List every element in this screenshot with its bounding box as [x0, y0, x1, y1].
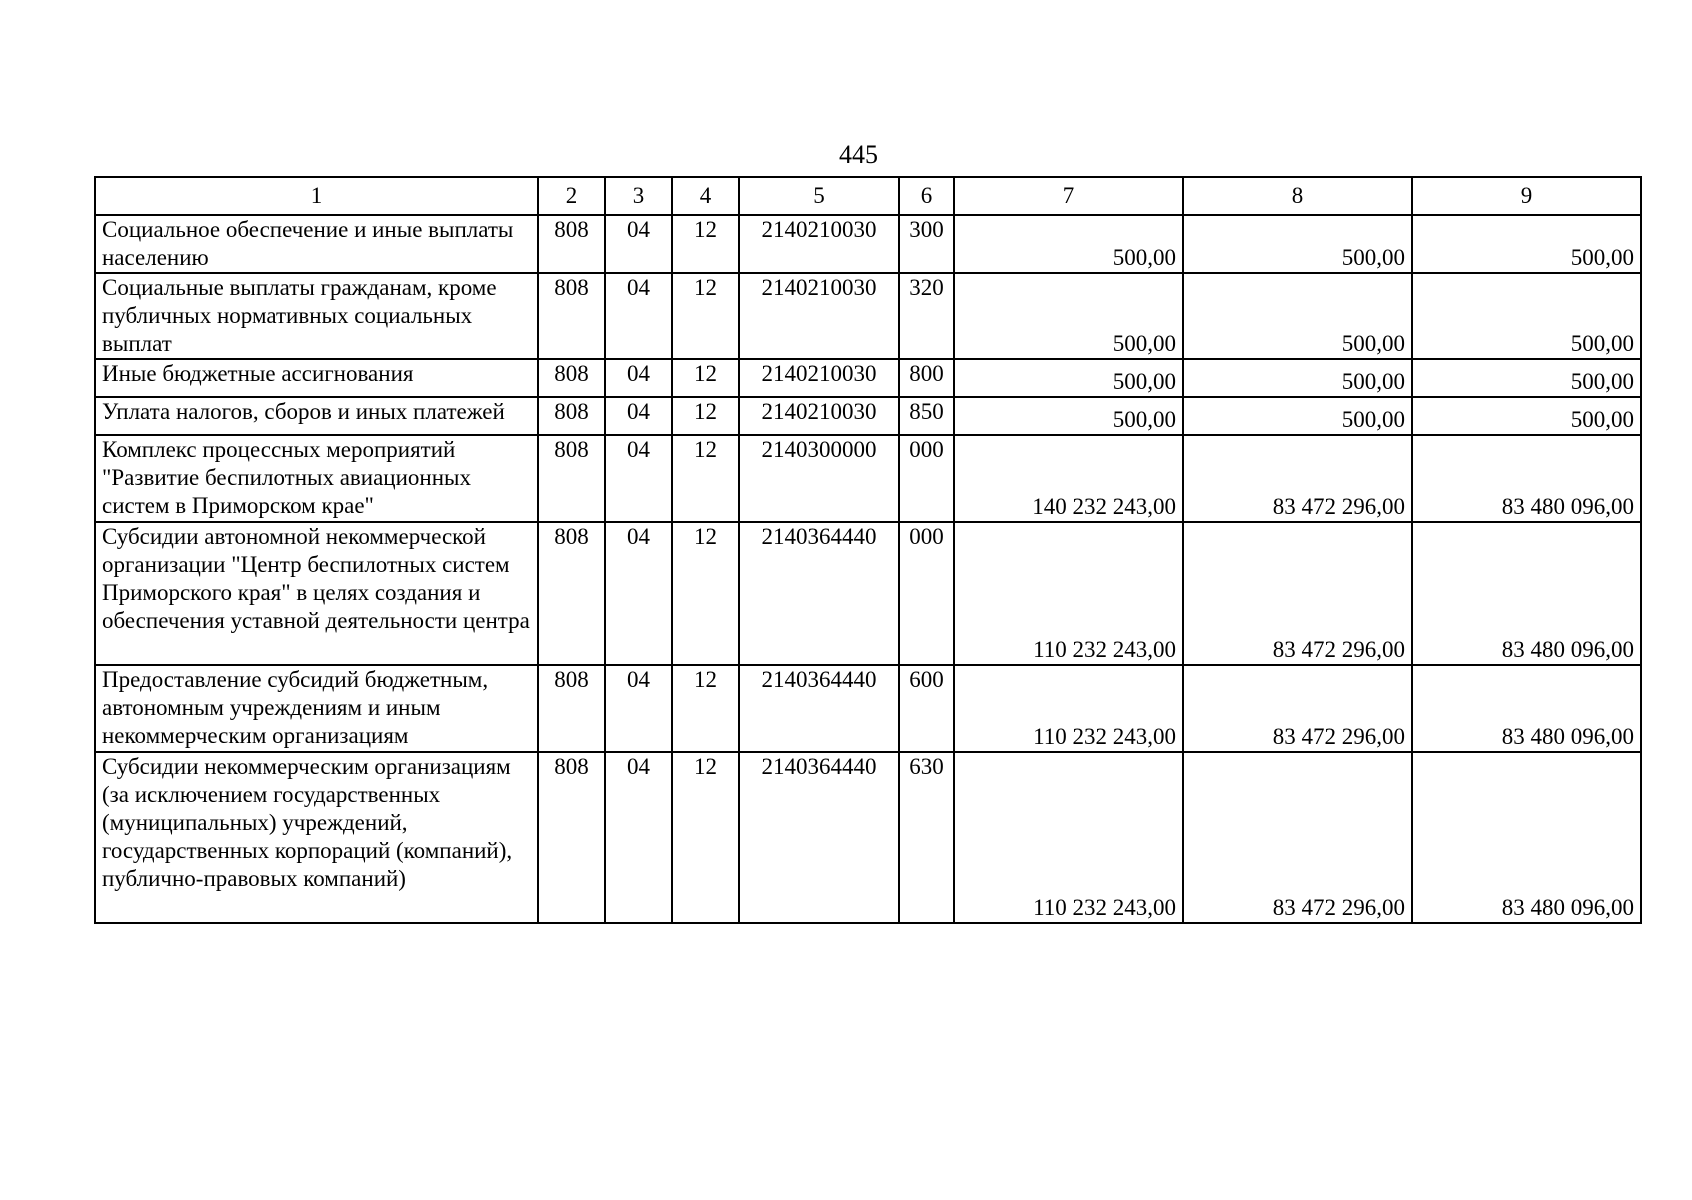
section-code-cell: 04 [605, 752, 672, 923]
subsection-code-cell: 12 [672, 522, 739, 665]
subsection-code-cell: 12 [672, 435, 739, 522]
expense-name-cell: Предоставление субсидий бюджетным, автономным учреждениям и иным некоммерческим организациям [95, 665, 538, 752]
amount-cell: 500,00 [1183, 273, 1412, 359]
table-row [95, 522, 1641, 665]
target-article-cell: 2140364440 [739, 752, 899, 923]
expense-type-cell: 300 [899, 215, 954, 273]
target-article-cell: 2140364440 [739, 665, 899, 752]
target-article-cell: 2140210030 [739, 397, 899, 435]
ministry-code-cell: 808 [538, 273, 605, 359]
amount-cell: 500,00 [954, 359, 1183, 397]
table-row [95, 665, 1641, 752]
target-article-cell: 2140364440 [739, 522, 899, 665]
expense-type-cell: 800 [899, 359, 954, 397]
amount-cell: 83 472 296,00 [1183, 665, 1412, 752]
section-code-cell: 04 [605, 359, 672, 397]
amount-cell: 500,00 [1183, 215, 1412, 273]
column-header: 3 [605, 177, 672, 215]
section-code-cell: 04 [605, 215, 672, 273]
amount-cell: 83 472 296,00 [1183, 522, 1412, 665]
amount-cell: 500,00 [1412, 273, 1641, 359]
subsection-code-cell: 12 [672, 752, 739, 923]
column-header: 8 [1183, 177, 1412, 215]
column-header: 9 [1412, 177, 1641, 215]
column-header: 5 [739, 177, 899, 215]
amount-cell: 83 472 296,00 [1183, 435, 1412, 522]
section-code-cell: 04 [605, 273, 672, 359]
section-code-cell: 04 [605, 397, 672, 435]
target-article-cell: 2140210030 [739, 215, 899, 273]
subsection-code-cell: 12 [672, 273, 739, 359]
section-code-cell: 04 [605, 435, 672, 522]
amount-cell: 500,00 [1412, 215, 1641, 273]
amount-cell: 500,00 [1183, 397, 1412, 435]
table-row [95, 215, 1641, 273]
column-header: 4 [672, 177, 739, 215]
expense-type-cell: 600 [899, 665, 954, 752]
amount-cell: 83 480 096,00 [1412, 522, 1641, 665]
column-header: 6 [899, 177, 954, 215]
expense-name-cell: Комплекс процессных мероприятий "Развитие беспилотных авиационных систем в Приморском крае" [95, 435, 538, 522]
amount-cell: 110 232 243,00 [954, 522, 1183, 665]
amount-cell: 83 480 096,00 [1412, 752, 1641, 923]
amount-cell: 500,00 [954, 215, 1183, 273]
expense-name-cell: Субсидии автономной некоммерческой организации "Центр беспилотных систем Приморского края" в целях создания и обеспечения уставной деятельности центра [95, 522, 538, 665]
expense-type-cell: 850 [899, 397, 954, 435]
ministry-code-cell: 808 [538, 752, 605, 923]
expense-name-cell: Социальные выплаты гражданам, кроме публичных нормативных социальных выплат [95, 273, 538, 359]
subsection-code-cell: 12 [672, 397, 739, 435]
target-article-cell: 2140210030 [739, 359, 899, 397]
expense-type-cell: 000 [899, 522, 954, 665]
expense-name-cell: Иные бюджетные ассигнования [95, 359, 538, 397]
table-row [95, 435, 1641, 522]
expense-type-cell: 630 [899, 752, 954, 923]
column-header: 1 [95, 177, 538, 215]
column-header: 7 [954, 177, 1183, 215]
ministry-code-cell: 808 [538, 359, 605, 397]
ministry-code-cell: 808 [538, 665, 605, 752]
expense-name-cell: Субсидии некоммерческим организациям (за исключением государственных (муниципальных) учреждений, государственных корпораций (компаний), публично-правовых компаний) [95, 752, 538, 923]
page-number: 445 [839, 140, 878, 169]
expense-name-cell: Уплата налогов, сборов и иных платежей [95, 397, 538, 435]
expense-type-cell: 000 [899, 435, 954, 522]
table-row [95, 397, 1641, 435]
target-article-cell: 2140300000 [739, 435, 899, 522]
header-row [95, 177, 1641, 215]
amount-cell: 83 480 096,00 [1412, 665, 1641, 752]
amount-cell: 500,00 [1412, 359, 1641, 397]
subsection-code-cell: 12 [672, 665, 739, 752]
expense-name-cell: Социальное обеспечение и иные выплаты населению [95, 215, 538, 273]
table-row [95, 359, 1641, 397]
amount-cell: 500,00 [954, 397, 1183, 435]
subsection-code-cell: 12 [672, 359, 739, 397]
subsection-code-cell: 12 [672, 215, 739, 273]
expense-type-cell: 320 [899, 273, 954, 359]
amount-cell: 110 232 243,00 [954, 665, 1183, 752]
target-article-cell: 2140210030 [739, 273, 899, 359]
amount-cell: 140 232 243,00 [954, 435, 1183, 522]
section-code-cell: 04 [605, 665, 672, 752]
section-code-cell: 04 [605, 522, 672, 665]
column-header: 2 [538, 177, 605, 215]
amount-cell: 110 232 243,00 [954, 752, 1183, 923]
amount-cell: 83 480 096,00 [1412, 435, 1641, 522]
amount-cell: 500,00 [1183, 359, 1412, 397]
ministry-code-cell: 808 [538, 215, 605, 273]
ministry-code-cell: 808 [538, 397, 605, 435]
table-row [95, 273, 1641, 359]
ministry-code-cell: 808 [538, 435, 605, 522]
amount-cell: 500,00 [1412, 397, 1641, 435]
amount-cell: 500,00 [954, 273, 1183, 359]
table-row [95, 752, 1641, 923]
amount-cell: 83 472 296,00 [1183, 752, 1412, 923]
ministry-code-cell: 808 [538, 522, 605, 665]
budget-table [94, 176, 1642, 924]
